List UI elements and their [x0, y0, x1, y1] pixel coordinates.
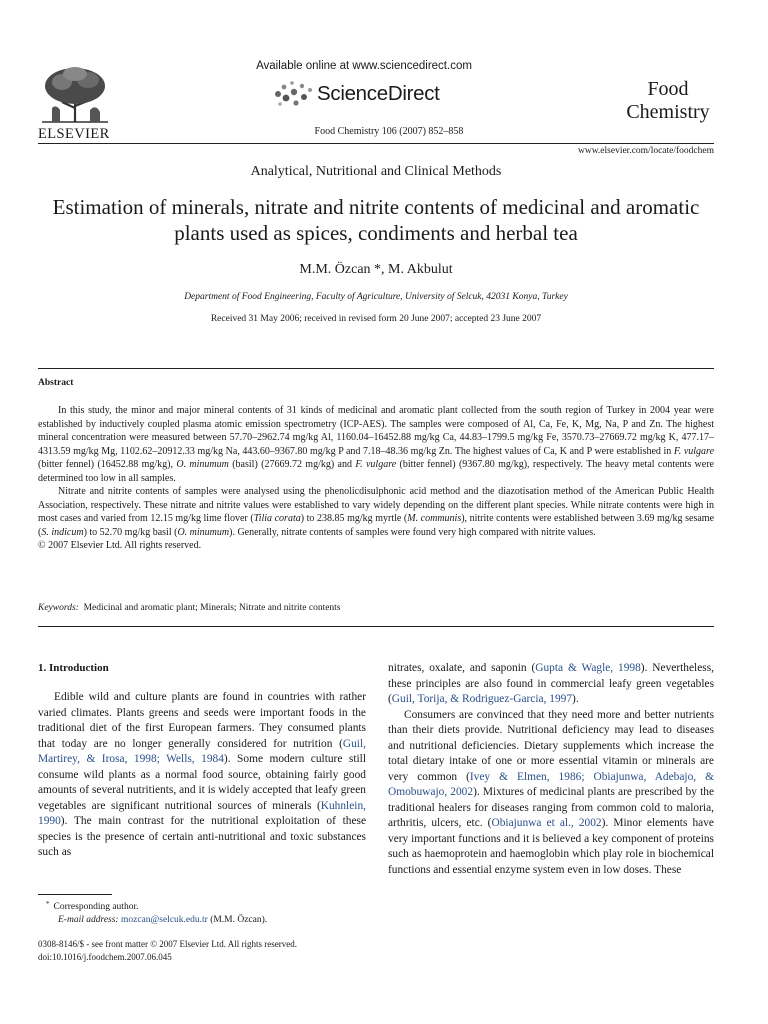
abstract-heading: Abstract [38, 378, 74, 388]
abstract-bottom-divider [38, 626, 714, 627]
elsevier-tree-logo [38, 64, 112, 124]
doi-line[interactable]: doi:10.1016/j.foodchem.2007.06.045 [38, 952, 172, 962]
citation-link[interactable]: Guil, Martirey, & Irosa, 1998; Wells, 1984 [38, 737, 366, 765]
intro-paragraph-2: Consumers are convinced that they need more and better nutrients than their diets provide. Nutritional deficiency may lead to diseases and nutritional deficiencies. Dietary supplements which increase the total dietary intake of one or more essential vitamin or minerals are very common (Ivey & Elmen, 1986; Obiajunwa, Adebajo, & Omobuwajo, 2002). Mixtures of medicinal plants are prescribed by the traditional healers for diseases ranging from common cold to maloria, arthritis, ulcers, etc. (Obiajunwa et al., 2002). Minor elements have very important functions and it is believed a key component of proteins such as haemoprotein and haemoglobin which play role in biochemical functions and essential enzyme system even in low doses. These [388, 708, 714, 876]
keywords-line [38, 603, 341, 613]
author-affiliation: Department of Food Engineering, Faculty of Agriculture, University of Selcuk, 42031 Konya, Turkey [184, 292, 568, 302]
journal-citation: Food Chemistry 106 (2007) 852–858 [314, 126, 464, 137]
journal-title: Food Chemistry [626, 78, 710, 123]
available-online-text[interactable]: Available online at www.sciencedirect.com [256, 60, 472, 72]
front-matter-footer [38, 938, 438, 964]
header-divider [38, 143, 714, 144]
intro-paragraph-1: Edible wild and culture plants are found in countries with rather varied climates. Plants greens and seeds were important foods in the traditional diet of the first European farmers. They consumed plants that today are no longer generally considered for nutrition (Guil, Martirey, & Irosa, 1998; Wells, 1984). Some modern culture still consume wild plants as a normal food source, obtaining fairly good amounts of several nutritients, and it is widely accepted that leafy green vegetables are significant nutritional sources of minerals (Kuhnlein, 1990). The main contrast for the nutritional exploitation of these species is the presence of certain anti-nutritional and toxic substances such as [38, 691, 366, 858]
citation-link[interactable]: Guil, Torija, & Rodriguez-Garcia, 1997 [391, 693, 573, 705]
article-authors: M.M. Özcan *, M. Akbulut [299, 262, 453, 277]
keywords-label: Keywords: [38, 603, 79, 613]
abstract-paragraph-1: In this study, the minor and major mineral contents of 31 kinds of medicinal and aromatic plant collected from the south region of Turkey in 2004 year were established by inductively coupled plasma atomic emission spectrometry (ICP-AES). The samples were composed of Al, Ca, Fe, K, Mg, Na, P and Zn. The highest mineral concentration were measured between 57.70–2962.74 mg/kg Al, 1160.04–16452.88 mg/kg Ca, 44.83–1799.5 mg/kg Fe, 3570.73–27669.72 mg/kg K, 477.17–4313.59 mg/kg Mg, 1102.62–20912.33 mg/kg Na, 443.60–9367.80 mg/kg P and 7.18–48.36 mg/kg Zn. The highest values of Ca, K and P were established in F. vulgare (bitter fennel) (16452.88 mg/kg), O. minumum (basil) (27669.72 mg/kg) and F. vulgare (bitter fennel) (9367.80 mg/kg), respectively. The heavy metal contents were determined too low in all samples. [38, 405, 715, 484]
article-history: Received 31 May 2006; received in revised form 20 June 2007; accepted 23 June 2007 [210, 314, 542, 324]
abstract-paragraph-2: Nitrate and nitrite contents of samples were analysed using the phenolicdisulphonic acid method and the diazotisation method of the American Public Health Association, respectively. These nitrate and nitrite values were established to vary widely depending on the different plant species. While nitrate contents were high in most cases and varied from 12.15 mg/kg lime flover (Tilia corata) to 238.85 mg/kg myrtle (M. communis), nitrite contents were established between 3.69 mg/kg sesame (S. indicum) to 52.70 mg/kg basil (O. minumum). Generally, nitrate contents of samples were found very high compared with nitrite values. [38, 486, 715, 538]
publisher-name: ELSEVIER [38, 126, 110, 142]
intro-paragraph-continued: nitrates, oxalate, and saponin (Gupta & Wagle, 1998). Nevertheless, these principles are also found in commercial leafy green vegetables (Guil, Torija, & Rodriguez-Garcia, 1997). [388, 662, 714, 705]
article-title: Estimation of minerals, nitrate and nitrite contents of medicinal and aromatic plants used as spices, condiments and herbal tea [52, 195, 700, 245]
introduction-left-column [38, 690, 366, 861]
abstract-copyright: © 2007 Elsevier Ltd. All rights reserved. [38, 540, 202, 551]
citation-link[interactable]: Gupta & Wagle, 1998 [535, 662, 641, 674]
journal-url[interactable]: www.elsevier.com/locate/foodchem [577, 146, 714, 156]
section-heading-introduction: 1. Introduction [38, 662, 109, 674]
citation-link[interactable]: Obiajunwa et al., 2002 [491, 817, 602, 829]
sciencedirect-dots-icon [272, 78, 316, 108]
footnote: * Corresponding author. E-mail address: mozcan@selcuk.edu.tr (M.M. Özcan). [46, 900, 268, 925]
keywords-list: Medicinal and aromatic plant; Minerals; Nitrate and nitrite contents [83, 603, 341, 613]
citation-link[interactable]: Kuhnlein, 1990 [38, 799, 366, 827]
author-email-link[interactable]: mozcan@selcuk.edu.tr [120, 915, 208, 925]
email-label: E-mail address: [58, 915, 119, 925]
citation-link[interactable]: Ivey & Elmen, 1986; Obiajunwa, Adebajo, & Omobuwajo, 2002 [388, 770, 714, 798]
abstract-top-divider [38, 368, 714, 369]
corresponding-author-note: Corresponding author. [53, 902, 139, 912]
abstract-body [38, 404, 714, 553]
introduction-right-column [388, 661, 714, 878]
article-section: Analytical, Nutritional and Clinical Methods [250, 164, 502, 179]
sciencedirect-wordmark: ScienceDirect [317, 82, 440, 105]
footnote-divider [38, 894, 112, 895]
issn-line: 0308-8146/$ - see front matter © 2007 Elsevier Ltd. All rights reserved. [38, 939, 298, 949]
